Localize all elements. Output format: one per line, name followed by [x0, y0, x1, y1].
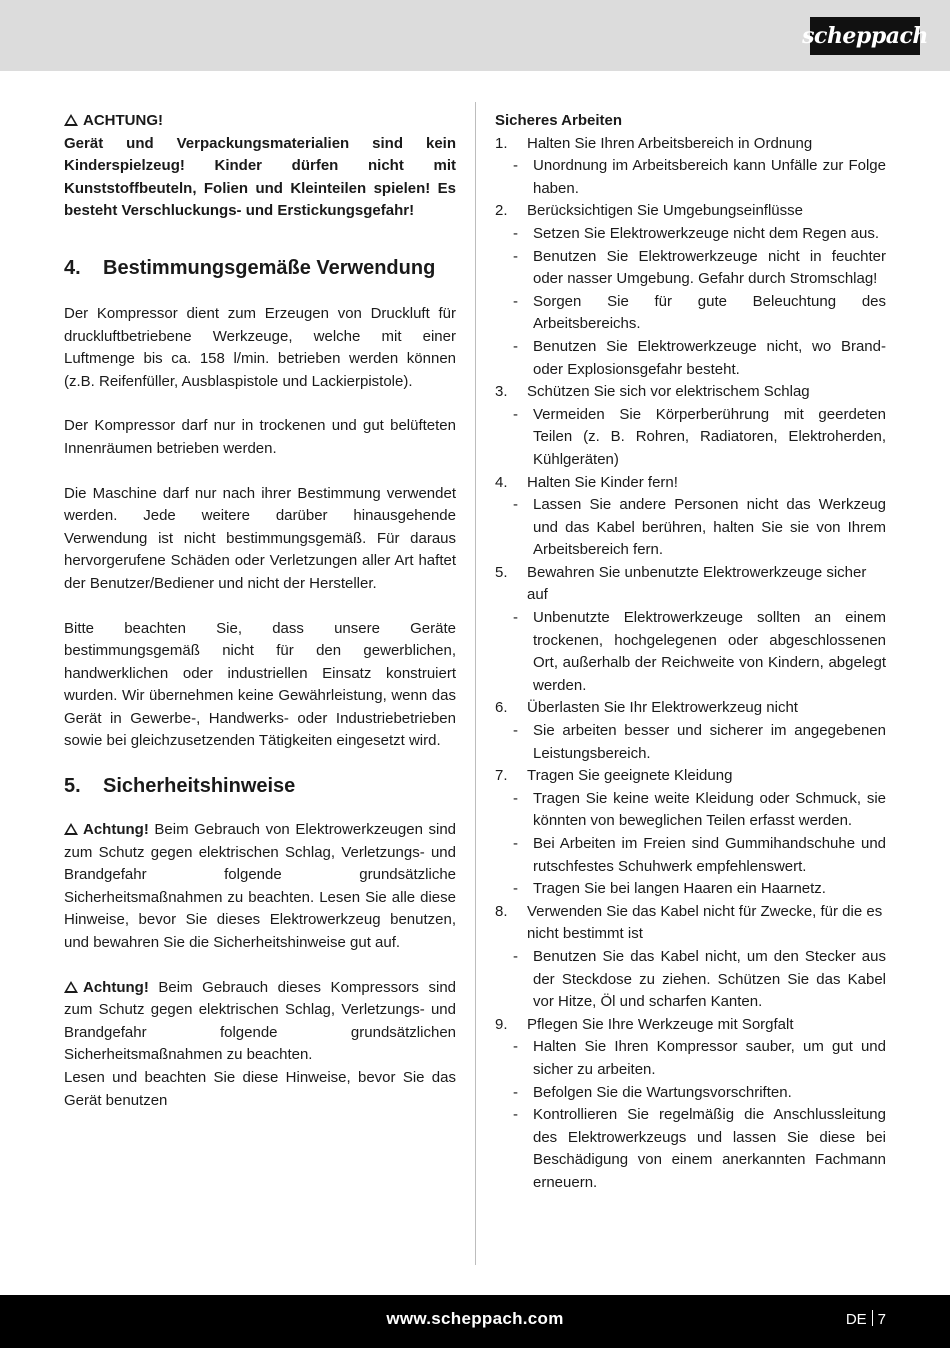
- sub-item-text: Tragen Sie keine weite Kleidung oder Schmuck, sie könnten von beweglichen Teilen erfasst werden.: [533, 789, 886, 830]
- list-item: [495, 562, 886, 607]
- item-text: Schützen Sie sich vor elektrischem Schlag: [527, 383, 810, 401]
- section-number: 5.: [64, 775, 81, 798]
- item-number: 8.: [495, 902, 508, 920]
- page-indicator: [846, 1310, 886, 1328]
- sub-item-text: Bei Arbeiten im Freien sind Gummihandschuhe und rutschfestes Schuhwerk empfehlenswert.: [533, 835, 886, 875]
- list-item: [495, 1014, 886, 1037]
- list-item: [495, 381, 886, 404]
- dash-bullet: -: [513, 496, 518, 514]
- item-text: Überlasten Sie Ihr Elektrowerkzeug nicht: [527, 699, 798, 717]
- list-item: [495, 133, 886, 156]
- brand-logo-text: scheppach: [802, 23, 928, 49]
- dash-bullet: -: [513, 880, 518, 898]
- dash-bullet: -: [513, 292, 518, 310]
- sub-item: [495, 155, 886, 200]
- sub-item: [495, 720, 886, 765]
- sub-item-text: Lassen Sie andere Personen nicht das Werkzeug und das Kabel berühren, halten Sie sie von Ihrem Arbeitsbereich fern.: [533, 496, 886, 559]
- safety-warning-compressor: [64, 977, 456, 1067]
- sub-item-text: Unbenutzte Elektrowerkzeuge sollten an einem trockenen, hochgelegenen oder abgeschlossenen Ort, außerhalb der Reichweite von Kindern, abgelegt werden.: [533, 609, 886, 694]
- warning-body: Beim Gebrauch dieses Kompressors sind zum Schutz gegen elektrischen Schlag, Verletzungs- und Brandgefahr folgende grundsätzlichen Sicherheitsmaßnahmen zu beachten.: [64, 978, 456, 1064]
- item-number: 6.: [495, 699, 508, 717]
- sub-item: [495, 946, 886, 1014]
- sub-item: [495, 223, 886, 246]
- item-text: Tragen Sie geeignete Kleidung: [527, 767, 733, 785]
- warning-triangle-icon: [64, 823, 78, 835]
- dash-bullet: -: [513, 835, 518, 852]
- list-item: [495, 472, 886, 495]
- item-number: 7.: [495, 767, 508, 785]
- right-column: [495, 110, 886, 1195]
- section-title: Sicherheitshinweise: [103, 775, 296, 798]
- section-number: 4.: [64, 256, 81, 279]
- paragraph: Die Maschine darf nur nach ihrer Bestimmung verwendet werden. Jede weitere darüber hinausgehende Verwendung ist nicht bestimmungsgemäß. Für daraus hervorgerufene Schäden oder Verletzungen aller Art haftet der Benutzer/Bediener und nicht der Hersteller.: [64, 484, 456, 592]
- list-item: [495, 901, 886, 946]
- page-number: 7: [877, 1311, 886, 1328]
- sub-item: [495, 833, 886, 878]
- dash-bullet: -: [513, 722, 518, 740]
- list-item: [495, 697, 886, 720]
- section-5-heading: [64, 773, 456, 799]
- sub-item: [495, 494, 886, 562]
- safety-warning-tools: [64, 819, 456, 955]
- warning-triangle-icon: [64, 114, 78, 126]
- dash-bullet: -: [513, 1038, 518, 1056]
- sub-item-text: Benutzen Sie Elektrowerkzeuge nicht, wo Brand- oder Explosionsgefahr besteht.: [533, 337, 886, 378]
- sub-item: [495, 607, 886, 697]
- website-url: www.scheppach.com: [386, 1309, 564, 1328]
- sub-item: [495, 336, 886, 381]
- dash-bullet: -: [513, 609, 518, 627]
- dash-bullet: -: [513, 1083, 518, 1101]
- left-column: [64, 110, 456, 1112]
- sub-item-text: Benutzen Sie Elektrowerkzeuge nicht in feuchter oder nasser Umgebung. Gefahr durch Stromschlag!: [533, 247, 886, 288]
- dash-bullet: -: [513, 947, 518, 965]
- dash-bullet: -: [513, 789, 518, 807]
- sub-item-text: Benutzen Sie das Kabel nicht, um den Stecker aus der Steckdose zu ziehen. Schützen Sie das Kabel vor Hitze, Öl und scharfen Kanten.: [533, 947, 886, 1011]
- item-number: 5.: [495, 563, 508, 581]
- sub-item-text: Unordnung im Arbeitsbereich kann Unfälle zur Folge haben.: [533, 157, 886, 197]
- warning-triangle-icon: [64, 981, 78, 993]
- sub-item-text: Sorgen Sie für gute Beleuchtung des Arbeitsbereichs.: [533, 292, 886, 333]
- item-text: Pflegen Sie Ihre Werkzeuge mit Sorgfalt: [527, 1015, 794, 1033]
- sub-item: [495, 1082, 886, 1105]
- list-item: [495, 765, 886, 788]
- sub-item: [495, 404, 886, 472]
- sub-item-text: Setzen Sie Elektrowerkzeuge nicht dem Regen aus.: [533, 224, 880, 242]
- sub-item: [495, 291, 886, 336]
- list-item: [495, 200, 886, 223]
- dash-bullet: -: [513, 405, 518, 423]
- item-text: Verwenden Sie das Kabel nicht für Zwecke, für die es nicht bestimmt ist: [527, 902, 883, 943]
- closing-note: Lesen und beachten Sie diese Hinweise, bevor Sie das Gerät benutzen: [64, 1069, 456, 1109]
- dash-bullet: -: [513, 224, 518, 242]
- footer-bar: [0, 1295, 950, 1348]
- child-warning: [64, 110, 456, 223]
- sub-item-text: Befolgen Sie die Wartungsvorschriften.: [533, 1083, 792, 1101]
- sub-item-text: Kontrollieren Sie regelmäßig die Anschlussleitung des Elektrowerkzeugs und lassen Sie diese bei Beschädigung von einem anerkannten Fachmann erneuern.: [533, 1106, 886, 1191]
- item-number: 3.: [495, 383, 508, 401]
- dash-bullet: -: [513, 1106, 518, 1124]
- section-4-heading: [64, 255, 456, 281]
- language-code: DE: [845, 1311, 867, 1328]
- item-text: Halten Sie Ihren Arbeitsbereich in Ordnung: [527, 134, 813, 152]
- paragraph: Der Kompressor dient zum Erzeugen von Druckluft für druckluftbetriebene Werkzeuge, welche mit einer Luftmenge bis ca. 158 l/min. betrieben werden können (z.B. Reifenfüller, Ausblaspistole und Lackierpistole).: [64, 304, 456, 390]
- dash-bullet: -: [513, 337, 518, 355]
- safety-rules-list: [495, 133, 886, 1195]
- sub-item: [495, 246, 886, 291]
- sub-item-text: Sie arbeiten besser und sicherer im angegebenen Leistungsbereich.: [533, 722, 886, 762]
- warning-heading: ACHTUNG!: [83, 112, 163, 129]
- safe-work-title: Sicheres Arbeiten: [495, 112, 622, 129]
- warning-label: Achtung!: [83, 978, 149, 996]
- brand-logo: [802, 17, 928, 55]
- warning-label: Achtung!: [83, 821, 149, 839]
- sub-item: [495, 788, 886, 833]
- sub-item-text: Halten Sie Ihren Kompressor sauber, um gut und sicher zu arbeiten.: [533, 1038, 886, 1078]
- sub-item-text: Tragen Sie bei langen Haaren ein Haarnetz.: [533, 880, 826, 898]
- dash-bullet: -: [513, 157, 518, 175]
- warning-text: Gerät und Verpackungsmaterialien sind kein Kinderspielzeug! Kinder dürfen nicht mit Kunststoffbeuteln, Folien und Kleinteilen spielen! Es besteht Verschluckungs- und Erstickungsgefahr!: [64, 134, 456, 220]
- item-text: Halten Sie Kinder fern!: [527, 473, 678, 491]
- warning-body: Beim Gebrauch von Elektrowerkzeugen sind zum Schutz gegen elektrischen Schlag, Verletzungs- und Brandgefahr folgende grundsätzliche Sicherheitsmaßnahmen zu beachten. Lesen Sie alle diese Hinweise, bevor Sie dieses Elektrowerkzeug benutzen, und bewahren Sie die Sicherheitshinweise gut auf.: [64, 821, 456, 952]
- item-number: 2.: [495, 202, 508, 220]
- sub-item-text: Vermeiden Sie Körperberührung mit geerdeten Teilen (z. B. Rohren, Radiatoren, Elektroherden, Kühlgeräten): [533, 405, 886, 468]
- dash-bullet: -: [513, 247, 518, 265]
- paragraph: Der Kompressor darf nur in trockenen und gut belüfteten Innenräumen betrieben werden.: [64, 417, 456, 457]
- sub-item: [495, 1104, 886, 1194]
- section-title: Bestimmungsgemäße Verwendung: [103, 256, 436, 279]
- item-number: 4.: [495, 473, 508, 491]
- item-number: 1.: [495, 134, 508, 152]
- item-text: Bewahren Sie unbenutzte Elektrowerkzeuge sicher auf: [527, 563, 867, 604]
- item-number: 9.: [495, 1015, 508, 1033]
- column-divider: [475, 102, 476, 1265]
- sub-item: [495, 1036, 886, 1081]
- page-separator: [872, 1310, 873, 1326]
- paragraph: Bitte beachten Sie, dass unsere Geräte bestimmungsgemäß nicht für den gewerblichen, handwerklichen oder industriellen Einsatz konstruiert wurden. Wir übernehmen keine Gewährleistung, wenn das Gerät in Gewerbe-, Handwerks- oder Industriebetrieben sowie bei gleichzusetzenden Tätigkeiten eingesetzt wird.: [64, 619, 456, 750]
- item-text: Berücksichtigen Sie Umgebungseinflüsse: [527, 202, 803, 220]
- sub-item: [495, 878, 886, 901]
